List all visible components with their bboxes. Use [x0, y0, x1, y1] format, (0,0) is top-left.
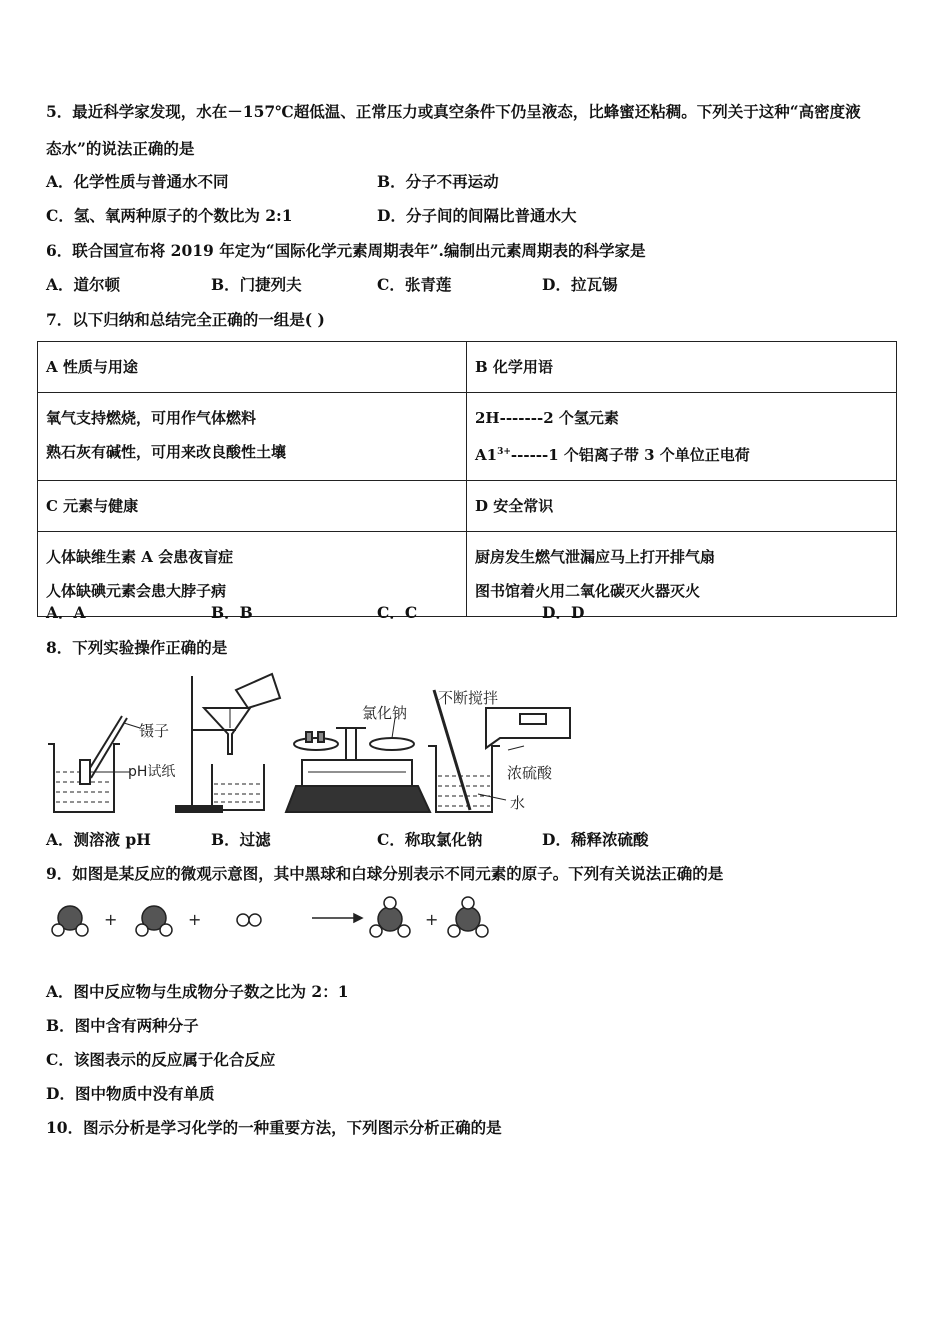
label-stir: 不断搅拌 [438, 689, 499, 707]
q6-option-b[interactable]: B．门捷列夫 [211, 275, 302, 294]
q7-b-line1: 2H-------2 个氢元素 [475, 409, 619, 427]
dilution-figure [428, 690, 570, 812]
q7-b-line2-symbol: A1 [475, 446, 498, 464]
molecule-reactant-3 [237, 914, 261, 926]
q7-cell-c-head: C 元素与健康 [38, 481, 467, 532]
label-nacl: 氯化钠 [362, 704, 408, 722]
filtration-figure [176, 674, 280, 812]
q7-cell-a-body [38, 393, 467, 481]
q7-d-line1: 厨房发生燃气泄漏应马上打开排气扇 [475, 548, 716, 566]
q10-stem: 10．图示分析是学习化学的一种重要方法，下列图示分析正确的是 [46, 1118, 502, 1137]
plus-sign-1: + [104, 910, 118, 929]
q9-option-c[interactable]: C．该图表示的反应属于化合反应 [46, 1050, 276, 1069]
balance-figure [286, 718, 430, 812]
q7-cell-b-head: B 化学用语 [467, 342, 897, 393]
q5-option-c[interactable]: C．氢、氧两种原子的个数比为 2:1 [46, 206, 293, 225]
q6-option-a[interactable]: A．道尔顿 [46, 275, 121, 294]
q7-b-line2-text: ------1 个铝离子带 3 个单位正电荷 [510, 446, 750, 464]
q5-option-b[interactable]: B．分子不再运动 [377, 172, 499, 191]
q8-lab-figures [40, 668, 580, 828]
q9-molecule-diagram [40, 893, 500, 949]
q6-option-c[interactable]: C．张青莲 [377, 275, 452, 294]
q9-stem: 9．如图是某反应的微观示意图，其中黑球和白球分别表示不同元素的原子。下列有关说法正确的是 [46, 864, 724, 883]
plus-sign-2: + [188, 910, 202, 929]
q7-option-a[interactable]: A．A [46, 603, 86, 622]
q8-stem: 8．下列实验操作正确的是 [46, 638, 228, 657]
q5-option-d[interactable]: D．分子间的间隔比普通水大 [377, 206, 577, 225]
label-ph-paper: pH试纸 [128, 764, 176, 780]
q7-c-line2: 人体缺碘元素会患大脖子病 [46, 582, 227, 600]
q7-b-line2 [475, 435, 888, 472]
q7-d-line2: 图书馆着火用二氧化碳灭火器灭火 [475, 582, 701, 600]
q7-cell-b-body [467, 393, 897, 481]
label-tweezers: 镊子 [139, 722, 170, 740]
q7-a-line1: 氧气支持燃烧，可用作气体燃料 [46, 409, 257, 427]
q7-cell-a-head: A 性质与用途 [38, 342, 467, 393]
q6-option-d[interactable]: D．拉瓦锡 [542, 275, 618, 294]
q7-c-line1: 人体缺维生素 A 会患夜盲症 [46, 548, 234, 566]
q5-stem-line2: 态水”的说法正确的是 [46, 139, 195, 158]
q7-option-d[interactable]: D．D [542, 603, 585, 622]
q7-option-b[interactable]: B．B [211, 603, 253, 622]
q7-table [37, 341, 897, 617]
label-water: 水 [510, 794, 526, 812]
q8-option-b[interactable]: B．过滤 [211, 830, 271, 849]
q7-stem: 7．以下归纳和总结完全正确的一组是( ) [46, 310, 325, 329]
q7-cell-d-body [467, 532, 897, 617]
q8-option-a[interactable]: A．测溶液 pH [46, 830, 151, 849]
q9-option-a[interactable]: A．图中反应物与生成物分子数之比为 2：1 [46, 982, 349, 1001]
molecule-product-2 [448, 897, 488, 937]
q9-option-d[interactable]: D．图中物质中没有单质 [46, 1084, 215, 1103]
q7-cell-d-head: D 安全常识 [467, 481, 897, 532]
molecule-reactant-2 [136, 906, 172, 936]
q7-b-line2-charge: 3+ [497, 447, 511, 457]
q7-option-c[interactable]: C．C [377, 603, 418, 622]
plus-sign-3: + [425, 910, 439, 929]
q5-option-a[interactable]: A．化学性质与普通水不同 [46, 172, 229, 191]
q8-option-c[interactable]: C．称取氯化钠 [377, 830, 483, 849]
reaction-arrowhead [354, 914, 362, 922]
molecule-product-1 [370, 897, 410, 937]
label-acid: 浓硫酸 [507, 764, 553, 782]
q8-option-d[interactable]: D．稀释浓硫酸 [542, 830, 649, 849]
beaker-ph-figure [48, 716, 140, 812]
q5-stem-line1: 5．最近科学家发现，水在－157℃超低温、正常压力或真空条件下仍呈液态，比蜂蜜还粘稠。下列关于这种“高密度液 [46, 102, 861, 121]
q6-stem: 6．联合国宣布将 2019 年定为“国际化学元素周期表年”.编制出元素周期表的科学家是 [46, 241, 646, 260]
q7-a-line2: 熟石灰有碱性，可用来改良酸性土壤 [46, 443, 287, 461]
q9-option-b[interactable]: B．图中含有两种分子 [46, 1016, 199, 1035]
molecule-reactant-1 [52, 906, 88, 936]
